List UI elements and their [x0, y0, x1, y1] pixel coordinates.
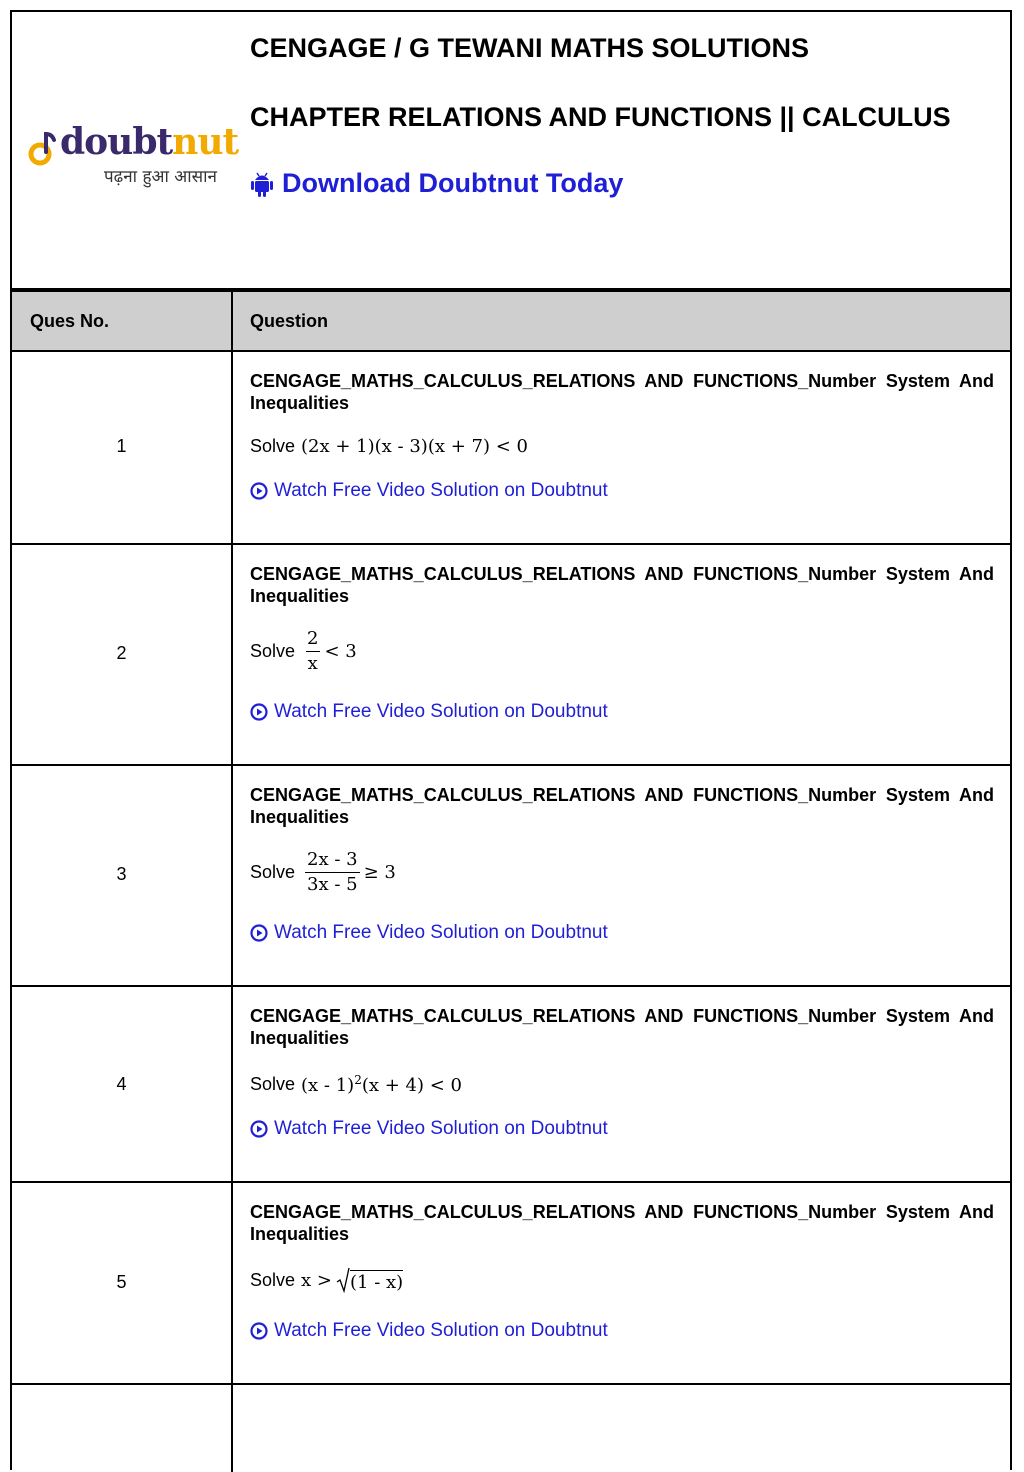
watch-video-link[interactable]	[250, 701, 608, 723]
watch-video-link[interactable]	[250, 480, 608, 502]
question-text	[250, 850, 396, 895]
logo-tagline: पढ़ना हुआ आसान	[104, 167, 217, 187]
math-expression-tail: ≥ 3	[363, 862, 396, 883]
fraction-numerator: 2	[307, 628, 319, 649]
logo-note-icon	[28, 130, 56, 166]
question-number: 3	[116, 864, 127, 884]
logo-word-nut: nut	[172, 121, 239, 163]
fraction-denominator: 3x - 5	[307, 874, 358, 895]
android-icon	[250, 170, 274, 198]
math-expression: (2x + 1)(x - 3)(x + 7) < 0	[301, 436, 528, 457]
download-link[interactable]	[250, 168, 994, 199]
solve-label: Solve	[250, 1074, 296, 1094]
download-label: Download Doubtnut Today	[282, 168, 624, 198]
watch-video-link[interactable]	[250, 1320, 608, 1342]
play-circle-icon	[250, 1322, 268, 1340]
column-header-question: Question	[250, 311, 329, 331]
watch-video-link[interactable]	[250, 1118, 608, 1140]
title-block	[250, 32, 994, 199]
question-text	[250, 629, 357, 674]
question-topic: CENGAGE_MATHS_CALCULUS_RELATIONS AND FUNCTIONS_Number System And Inequalities	[250, 785, 994, 827]
logo-wordmark	[28, 121, 239, 163]
play-circle-icon	[250, 482, 268, 500]
page-title: CENGAGE / G TEWANI MATHS SOLUTIONS	[250, 33, 810, 63]
question-text	[250, 1073, 462, 1096]
doubtnut-logo[interactable]	[28, 116, 239, 188]
solve-label: Solve	[250, 862, 296, 882]
math-expression-tail: < 3	[324, 641, 357, 662]
watch-video-label: Watch Free Video Solution on Doubtnut	[274, 1320, 608, 1341]
fraction-numerator: 2x - 3	[307, 849, 358, 870]
watch-video-link[interactable]	[250, 922, 608, 944]
question-cell	[250, 563, 994, 722]
question-text	[250, 1267, 403, 1293]
question-topic: CENGAGE_MATHS_CALCULUS_RELATIONS AND FUNCTIONS_Number System And Inequalities	[250, 371, 994, 413]
question-cell	[250, 1005, 994, 1139]
question-number: 5	[116, 1272, 127, 1292]
expr-lhs: x >	[301, 1269, 332, 1291]
play-circle-icon	[250, 703, 268, 721]
logo-text	[60, 122, 238, 162]
question-number: 4	[116, 1074, 127, 1094]
question-topic: CENGAGE_MATHS_CALCULUS_RELATIONS AND FUNCTIONS_Number System And Inequalities	[250, 564, 994, 606]
document-sheet	[10, 10, 1012, 1470]
question-topic: CENGAGE_MATHS_CALCULUS_RELATIONS AND FUNCTIONS_Number System And Inequalities	[250, 1202, 994, 1244]
watch-video-label: Watch Free Video Solution on Doubtnut	[274, 701, 608, 722]
math-expression	[301, 1073, 462, 1096]
question-cell	[250, 1201, 994, 1341]
expr-exponent: 2	[354, 1073, 362, 1087]
question-number: 1	[116, 436, 127, 456]
solve-label: Solve	[250, 641, 296, 661]
play-circle-icon	[250, 1120, 268, 1138]
table-row	[12, 545, 1010, 766]
fraction	[305, 629, 320, 674]
fraction-denominator: x	[307, 653, 318, 674]
question-cell	[250, 784, 994, 943]
question-text	[250, 436, 528, 457]
logo-word-doubt: doubt	[60, 121, 173, 163]
watch-video-label: Watch Free Video Solution on Doubtnut	[274, 1118, 608, 1139]
table-row	[12, 766, 1010, 987]
question-cell	[250, 370, 994, 501]
page-header	[12, 12, 1010, 292]
table-row	[12, 1183, 1010, 1385]
sqrt-sign-icon	[336, 1267, 350, 1293]
watch-video-label: Watch Free Video Solution on Doubtnut	[274, 922, 608, 943]
math-expression	[301, 1267, 403, 1293]
question-topic: CENGAGE_MATHS_CALCULUS_RELATIONS AND FUNCTIONS_Number System And Inequalities	[250, 1006, 994, 1048]
radicand: (1 - x)	[350, 1272, 404, 1293]
solve-label: Solve	[250, 436, 296, 456]
table-row	[12, 987, 1010, 1183]
column-header-ques-no: Ques No.	[30, 311, 110, 331]
play-circle-icon	[250, 924, 268, 942]
table-row	[12, 352, 1010, 545]
chapter-title: CHAPTER RELATIONS AND FUNCTIONS || CALCULUS	[250, 102, 951, 132]
watch-video-label: Watch Free Video Solution on Doubtnut	[274, 480, 608, 501]
expr-base: (x - 1)	[301, 1075, 355, 1096]
table-header	[12, 292, 1010, 352]
question-number: 2	[116, 643, 127, 663]
fraction	[305, 850, 360, 895]
expr-rest: (x + 4) < 0	[361, 1075, 463, 1096]
solve-label: Solve	[250, 1269, 296, 1290]
